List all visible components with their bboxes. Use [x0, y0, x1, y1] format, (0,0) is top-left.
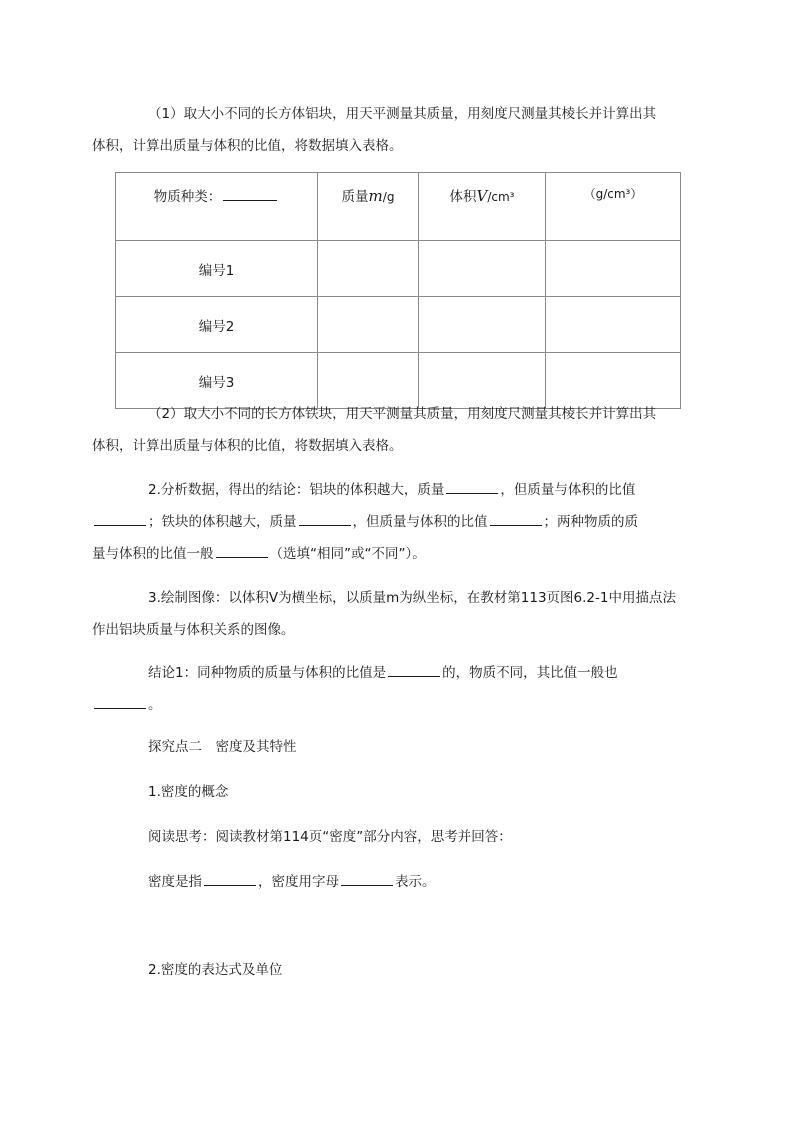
iron-instruction: （2）取大小不同的长方体铁块，用天平测量其质量，用刻度尺测量其棱长并计算出其 体积，计算出质量与体积的比值，将数据填入表格。: [92, 406, 657, 454]
answer-blank[interactable]: [490, 510, 542, 526]
table-row: [116, 297, 681, 353]
mass-header: 质量m/g: [318, 173, 419, 241]
analysis-paragraph: 2.分析数据，得出的结论：铝块的体积越大，质量 ，但质量与体积的比值 ；铁块的体积越大，质量 ，但质量与体积的比值 ；两种物质的质 量与体积的比值一般 （选填“相同”或“不同”）。: [120, 474, 680, 570]
answer-blank[interactable]: [341, 870, 393, 886]
substance-cell: 物质种类：: [116, 173, 318, 241]
table-header-row: [116, 173, 681, 241]
table-row: [116, 241, 681, 297]
row-label: 编号2: [116, 297, 318, 353]
volume-cell[interactable]: [419, 241, 546, 297]
reading-prompt: 阅读思考：阅读教材第114页“密度”部分内容，思考并回答：: [148, 829, 512, 845]
row-label: 编号1: [116, 241, 318, 297]
answer-blank[interactable]: [216, 542, 268, 558]
volume-header: 体积V/cm³: [419, 173, 546, 241]
mass-cell[interactable]: [318, 297, 419, 353]
answer-blank[interactable]: [446, 478, 498, 494]
row-label: 编号3: [116, 353, 318, 409]
ratio-header: （g/cm³）: [546, 173, 681, 241]
answer-blank[interactable]: [94, 510, 146, 526]
conclusion-paragraph: 结论1：同种物质的质量与体积的比值是 的，物质不同，其比值一般也 。: [120, 657, 680, 721]
answer-blank[interactable]: [94, 693, 146, 709]
subheading-expression: 2.密度的表达式及单位: [148, 962, 283, 978]
answer-blank[interactable]: [388, 661, 440, 677]
section-heading: 探究点二 密度及其特性: [148, 739, 297, 755]
ratio-cell[interactable]: [546, 297, 681, 353]
answer-blank[interactable]: [299, 510, 351, 526]
graph-instruction: 3.绘制图像：以体积V为横坐标，以质量m为纵坐标，在教材第113页图6.2-1中用描点法 作出铝块质量与体积关系的图像。: [92, 590, 676, 638]
mass-cell[interactable]: [318, 241, 419, 297]
definition-line: 密度是指 ，密度用字母 表示。: [120, 866, 680, 898]
ratio-cell[interactable]: [546, 241, 681, 297]
aluminum-instruction: （1）取大小不同的长方体铝块，用天平测量其质量，用刻度尺测量其棱长并计算出其 体积，计算出质量与体积的比值，将数据填入表格。: [92, 106, 657, 154]
volume-cell[interactable]: [419, 297, 546, 353]
measurement-table: [115, 172, 681, 409]
answer-blank[interactable]: [204, 870, 256, 886]
substance-blank[interactable]: [223, 185, 277, 201]
subheading-concept: 1.密度的概念: [148, 784, 229, 800]
